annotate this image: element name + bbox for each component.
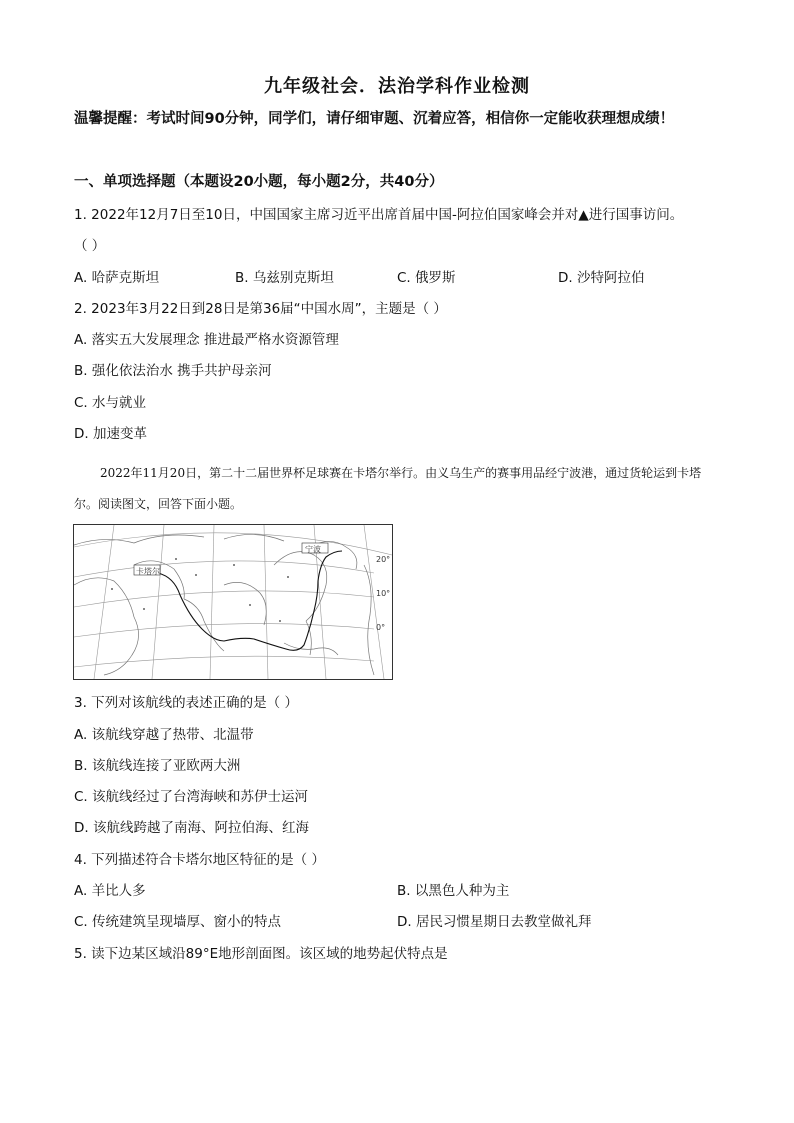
reading-passage: 2022年11月20日，第二十二届世界杯足球赛在卡塔尔举行。由义乌生产的赛事用品经宁波港，通过货轮运到卡塔尔。阅读图文，回答下面小题。 bbox=[74, 466, 702, 511]
q1-option-b: B. 乌兹别克斯坦 bbox=[235, 270, 334, 286]
map-label-ningbo: 宁波 bbox=[305, 545, 321, 554]
q1-option-c: C. 俄罗斯 bbox=[397, 270, 456, 286]
q3-option-c: C. 该航线经过了台湾海峡和苏伊士运河 bbox=[74, 789, 309, 805]
page-title: 九年级社会．法治学科作业检测 bbox=[264, 76, 530, 97]
q1-option-a: A. 哈萨克斯坦 bbox=[74, 270, 160, 286]
q2-option-c: C. 水与就业 bbox=[74, 395, 147, 411]
q4-option-a: A. 羊比人多 bbox=[74, 883, 146, 899]
q4-option-c: C. 传统建筑呈现墙厚、窗小的特点 bbox=[74, 914, 282, 930]
q3-option-b: B. 该航线连接了亚欧两大洲 bbox=[74, 758, 241, 774]
q2-stem: 2. 2023年3月22日到28日是第36届“中国水周”，主题是（ ） bbox=[74, 301, 447, 317]
q2-option-d: D. 加速变革 bbox=[74, 426, 147, 442]
q4-stem: 4. 下列描述符合卡塔尔地区特征的是（ ） bbox=[74, 852, 325, 868]
q1-option-d: D. 沙特阿拉伯 bbox=[558, 270, 645, 286]
q1-blank: （ ） bbox=[74, 238, 106, 254]
exam-tip: 温馨提醒：考试时间90分钟，同学们，请仔细审题、沉着应答，相信你一定能收获理想成绩！ bbox=[74, 111, 675, 127]
section-heading: 一、单项选择题（本题设20小题，每小题2分，共40分） bbox=[74, 174, 444, 190]
q4-option-d: D. 居民习惯星期日去教堂做礼拜 bbox=[397, 914, 592, 930]
q5-stem: 5. 读下边某区域沿89°E地形剖面图。该区域的地势起伏特点是 bbox=[74, 946, 448, 962]
q3-option-d: D. 该航线跨越了南海、阿拉伯海、红海 bbox=[74, 820, 309, 836]
q1-stem: 1. 2022年12月7日至10日，中国国家主席习近平出席首届中国-阿拉伯国家峰会并对▲进行国事访问。 bbox=[74, 207, 684, 223]
map-lat-label-10: 10° bbox=[376, 589, 391, 598]
shipping-route-map bbox=[73, 524, 393, 680]
q3-stem: 3. 下列对该航线的表述正确的是（ ） bbox=[74, 695, 298, 711]
map-lat-label-0: 0° bbox=[376, 623, 386, 632]
q2-option-b: B. 强化依法治水 携手共护母亲河 bbox=[74, 363, 272, 379]
q2-option-a: A. 落实五大发展理念 推进最严格水资源管理 bbox=[74, 332, 339, 348]
map-label-qatar: 卡塔尔 bbox=[136, 567, 160, 576]
q4-option-b: B. 以黑色人种为主 bbox=[397, 883, 510, 899]
q3-option-a: A. 该航线穿越了热带、北温带 bbox=[74, 727, 254, 743]
map-lat-label-20: 20° bbox=[376, 555, 391, 564]
